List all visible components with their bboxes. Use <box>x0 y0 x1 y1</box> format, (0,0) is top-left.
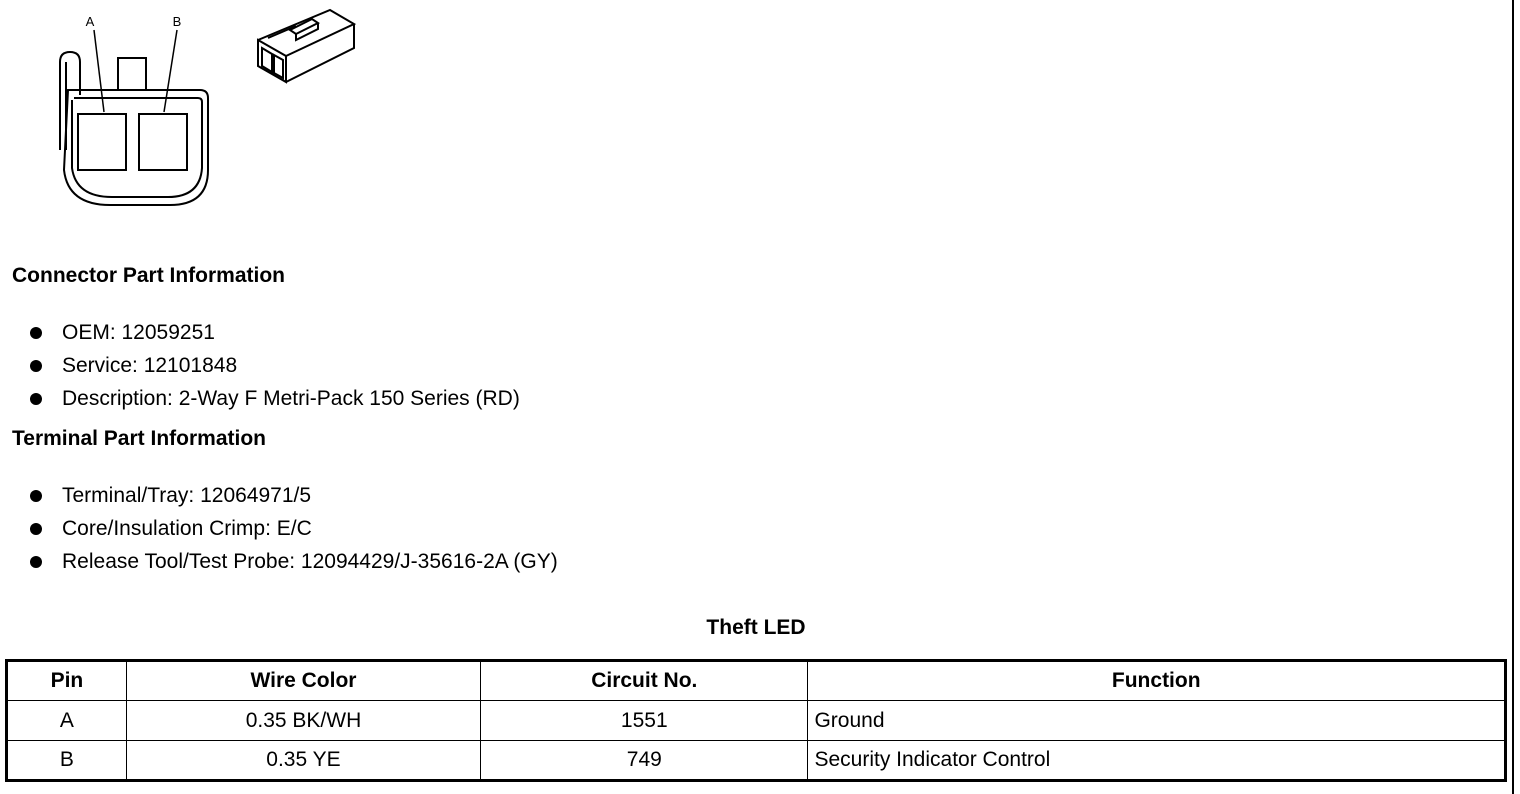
table-header-row <box>7 661 1506 701</box>
terminal-crimp: Core/Insulation Crimp: E/C <box>62 516 312 540</box>
connector-diagram <box>0 0 380 220</box>
list-item <box>30 512 558 545</box>
cell-pin: A <box>7 701 127 741</box>
header-wire-color: Wire Color <box>126 661 480 701</box>
connector-face-view-icon <box>60 30 208 205</box>
list-item <box>30 382 520 415</box>
bullet-icon <box>30 556 42 568</box>
terminal-release-tool: Release Tool/Test Probe: 12094429/J-35616-2A (GY) <box>62 549 558 573</box>
connector-isometric-icon <box>258 10 354 82</box>
cell-function: Security Indicator Control <box>808 741 1506 781</box>
header-pin: Pin <box>7 661 127 701</box>
connector-service: Service: 12101848 <box>62 353 238 377</box>
pin-label-a: A <box>85 14 95 29</box>
bullet-icon <box>30 360 42 372</box>
table-title: Theft LED <box>706 616 806 639</box>
connector-info-heading: Connector Part Information <box>12 264 286 287</box>
page-border-line <box>1512 0 1514 794</box>
header-circuit-no: Circuit No. <box>481 661 808 701</box>
list-item <box>30 316 520 349</box>
cell-function: Ground <box>808 701 1506 741</box>
terminal-info-list <box>30 479 558 578</box>
cell-pin: B <box>7 741 127 781</box>
bullet-icon <box>30 523 42 535</box>
bullet-icon <box>30 490 42 502</box>
pinout-table <box>5 659 1507 782</box>
list-item <box>30 349 520 382</box>
list-item <box>30 479 558 512</box>
connector-info-list <box>30 316 520 415</box>
pin-label-b: B <box>172 14 182 29</box>
bullet-icon <box>30 393 42 405</box>
connector-oem: OEM: 12059251 <box>62 320 215 344</box>
table-row <box>7 701 1506 741</box>
table-row <box>7 741 1506 781</box>
cell-wire-color: 0.35 YE <box>126 741 480 781</box>
cell-wire-color: 0.35 BK/WH <box>126 701 480 741</box>
terminal-tray: Terminal/Tray: 12064971/5 <box>62 483 312 507</box>
cell-circuit-no: 1551 <box>481 701 808 741</box>
connector-description: Description: 2-Way F Metri-Pack 150 Series (RD) <box>62 386 520 410</box>
cell-circuit-no: 749 <box>481 741 808 781</box>
list-item <box>30 545 558 578</box>
header-function: Function <box>808 661 1506 701</box>
terminal-info-heading: Terminal Part Information <box>12 427 266 450</box>
bullet-icon <box>30 327 42 339</box>
